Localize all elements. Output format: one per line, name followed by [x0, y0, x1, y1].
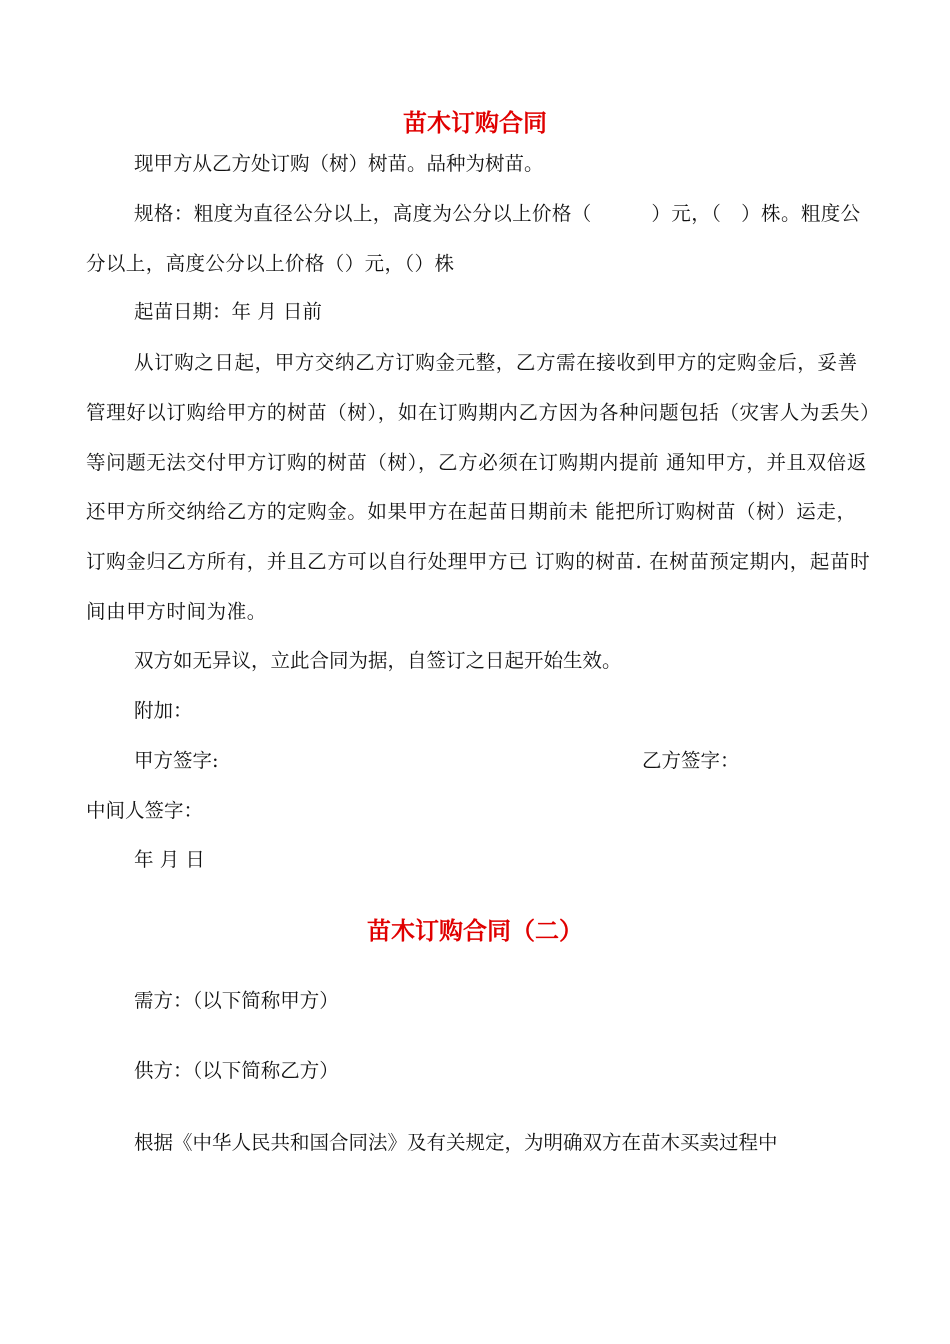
contract-title: 苗木订购合同 [403, 109, 547, 137]
intermediary-signature-label: 中间人签字： [86, 799, 204, 822]
paragraph-appendix: 附加： [134, 699, 193, 722]
paragraph-legal-basis: 根据《中华人民共和国合同法》及有关规定，为明确双方在苗木买卖过程中 [134, 1131, 778, 1154]
paragraph-effective-clause: 双方如无异议，立此合同为据，自签订之日起开始生效。 [134, 649, 622, 672]
contract-title-two: 苗木订购合同（二） [367, 917, 583, 945]
paragraph-lifting-date: 起苗日期：年 月 日前 [134, 300, 322, 323]
supply-party-line: 供方：（以下简称乙方） [134, 1059, 339, 1082]
party-a-signature-label: 甲方签字: [134, 749, 219, 772]
party-b-signature-label: 乙方签字： [642, 749, 740, 772]
paragraph-deposit-terms: 从订购之日起，甲方交纳乙方订购金元整，乙方需在接收到甲方的定购金后，妥善管理好以订购给甲方的树苗（树），如在订购期内乙方因为各种问题包括（灾害人为丢失）等问题无法交付甲方订购的树苗（树），乙方必须在订购期内提前 通知甲方，并且双倍返还甲方所交纳给乙方的定购金。如果甲方在起苗日期前未 能把所订购树苗（树）运走，订购金归乙方所有，并且乙方可以自行处理甲方已 订购的树苗. 在树苗预定期内，起苗时间由甲方时间为准。 [86, 351, 871, 623]
paragraph-order-intro: 现甲方从乙方处订购（树）树苗。品种为树苗。 [134, 152, 544, 175]
paragraph-specification: 规格：粗度为直径公分以上，高度为公分以上价格（ ）元，（ ）株。粗度公分以上，高度公分以上价格（）元，（）株 [86, 202, 861, 275]
signature-date: 年 月 日 [134, 848, 205, 871]
demand-party-line: 需方：（以下简称甲方） [134, 989, 339, 1012]
